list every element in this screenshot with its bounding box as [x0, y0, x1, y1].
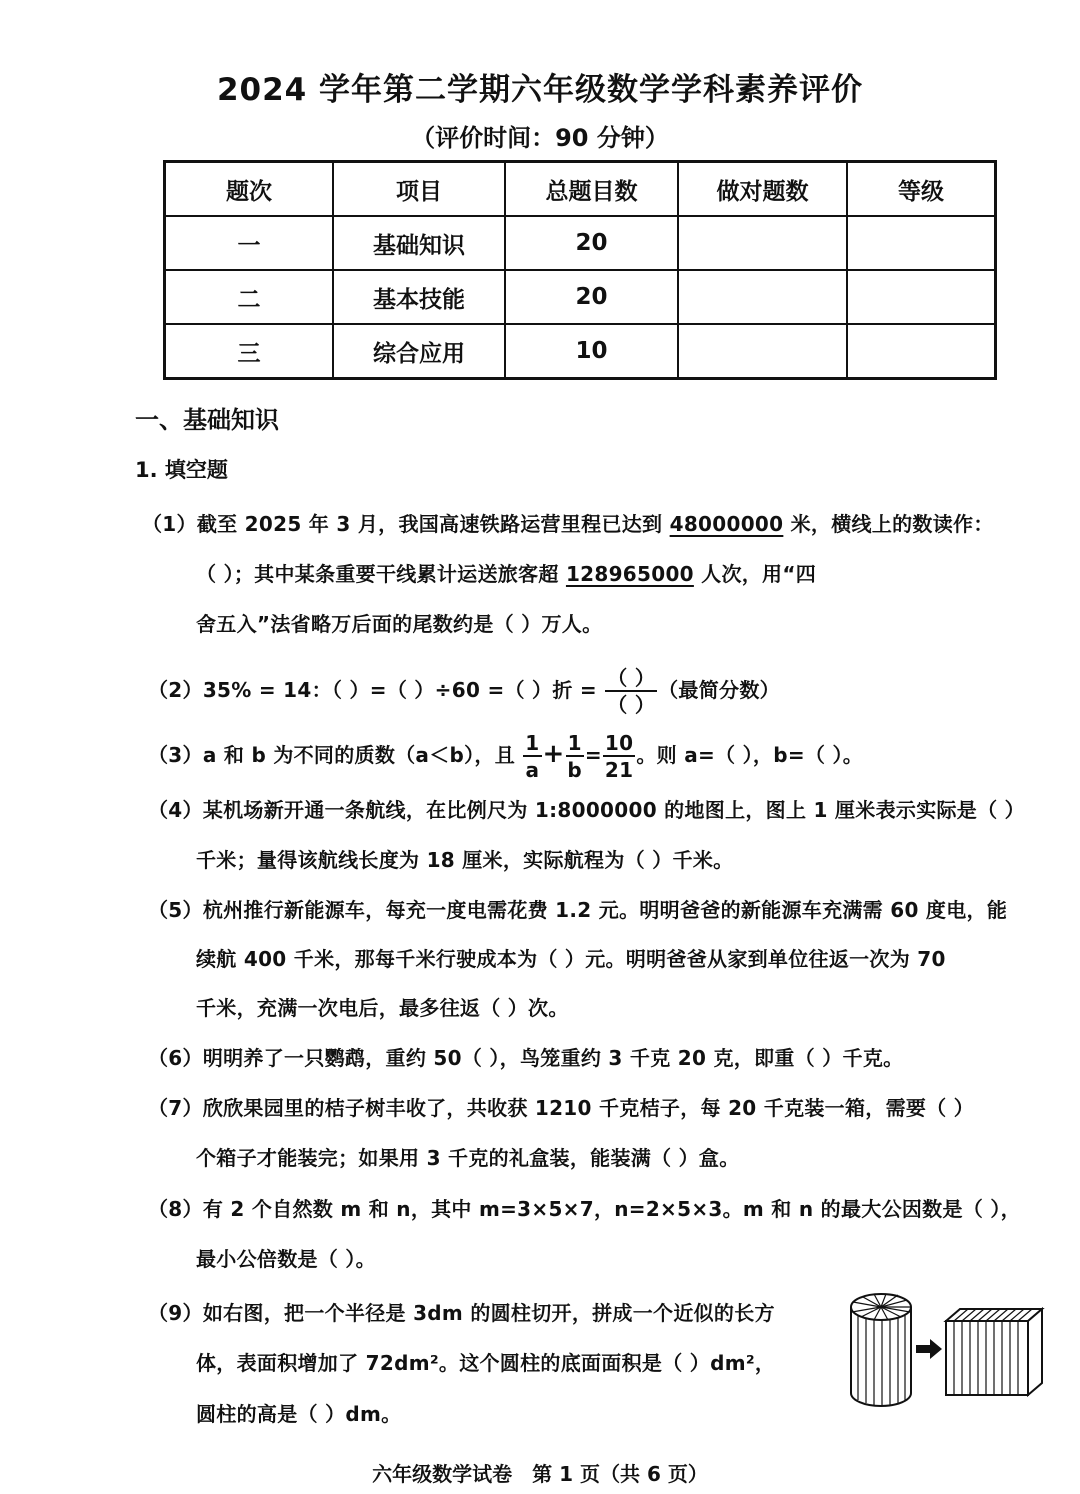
cylinder-icon [851, 1294, 911, 1406]
table-cell-blank[interactable] [678, 216, 847, 270]
question-9-line-3: 圆柱的高是（ ）dm。 [196, 1402, 402, 1426]
question-8-line-2: 最小公倍数是（ ）。 [196, 1247, 376, 1271]
cylinder-to-cuboid-figure [846, 1285, 1046, 1415]
table-row [165, 324, 996, 379]
underlined-number: 128965000 [565, 562, 694, 586]
table-cell: 综合应用 [333, 324, 505, 379]
question-5-line-2: 续航 400 千米，那每千米行驶成本为（ ）元。明明爸爸从家到单位往返一次为 70 [196, 947, 946, 971]
fraction-numerator: 10 [604, 731, 634, 755]
underlined-number: 48000000 [669, 512, 784, 536]
fraction-denominator: a [525, 758, 540, 782]
equals-sign: = [584, 743, 602, 767]
fraction-numerator: 1 [567, 731, 582, 755]
exam-title: 2024 学年第二学期六年级数学学科素养评价 [216, 72, 864, 108]
fraction-denominator: b [567, 758, 583, 782]
header-cell: 题次 [165, 162, 334, 217]
table-cell: 20 [505, 216, 678, 270]
question-7-line-2: 个箱子才能装完；如果用 3 千克的礼盒装，能装满（ ）盒。 [196, 1146, 740, 1170]
question-4-line-2: 千米；量得该航线长度为 18 厘米，实际航程为（ ）千米。 [196, 848, 734, 872]
question-7-line-1: （7）欣欣果园里的桔子树丰收了，共收获 1210 千克桔子，每 20 千克装一箱，需要（ ） [148, 1096, 975, 1120]
question-6: （6）明明养了一只鹦鹉，重约 50（ ），鸟笼重约 3 千克 20 克，即重（ ）千克。 [148, 1046, 904, 1070]
fraction-numerator: 1 [525, 731, 540, 755]
subsection-heading: 1. 填空题 [135, 458, 228, 482]
arrow-right-icon [916, 1339, 942, 1359]
question-5-line-3: 千米，充满一次电后，最多往返（ ）次。 [196, 996, 569, 1020]
table-row [165, 216, 996, 270]
table-cell: 20 [505, 270, 678, 324]
question-4-line-1: （4）某机场新开通一条航线，在比例尺为 1:8000000 的地图上，图上 1 厘米表示实际是（ ） [148, 798, 1025, 822]
question-8-line-1: （8）有 2 个自然数 m 和 n，其中 m=3×5×7，n=2×5×3。m 和 n 的最大公因数是（ ）， [148, 1197, 1021, 1221]
table-cell-blank[interactable] [678, 324, 847, 379]
question-1-line-3: 舍五入”法省略万后面的尾数约是（ ）万人。 [196, 612, 603, 636]
score-table-header [165, 162, 996, 217]
fraction-numerator: （ ） [607, 666, 656, 690]
table-cell: 10 [505, 324, 678, 379]
header-cell: 等级 [847, 162, 996, 217]
table-row [165, 270, 996, 324]
fraction-1-over-a [523, 733, 541, 780]
question-1-line-1 [142, 508, 994, 537]
table-cell-blank[interactable] [847, 324, 996, 379]
page-footer: 六年级数学试卷 第 1 页（共 6 页） [372, 1462, 708, 1486]
table-cell: 三 [165, 324, 334, 379]
exam-subtitle: （评价时间：90 分钟） [411, 124, 669, 152]
question-3 [148, 733, 863, 780]
score-table [163, 160, 997, 380]
table-cell: 基本技能 [333, 270, 505, 324]
header-cell: 总题目数 [505, 162, 678, 217]
question-9-line-1: （9）如右图，把一个半径是 3dm 的圆柱切开，拼成一个近似的长方 [148, 1301, 775, 1325]
table-cell-blank[interactable] [847, 270, 996, 324]
text: 人次，用“四 [693, 562, 817, 586]
table-cell: 二 [165, 270, 334, 324]
text: （2）35% = 14：（ ）=（ ）÷60 =（ ）折 = [148, 678, 605, 702]
text: 。则 a=（ ），b=（ ）。 [636, 743, 864, 767]
table-cell: 基础知识 [333, 216, 505, 270]
header-cell: 做对题数 [678, 162, 847, 217]
fraction-1-over-b [566, 733, 584, 780]
text: 米，横线上的数读作： [783, 512, 994, 536]
question-2 [148, 668, 780, 715]
text: （3）a 和 b 为不同的质数（a＜b），且 [148, 743, 523, 767]
cuboid-icon [946, 1309, 1042, 1395]
question-5-line-1: （5）杭州推行新能源车，每充一度电需花费 1.2 元。明明爸爸的新能源车充满需 60 度电，能 [148, 898, 1008, 922]
header-cell: 项目 [333, 162, 505, 217]
question-9-line-2: 体，表面积增加了 72dm²。这个圆柱的底面面积是（ ）dm²， [196, 1351, 776, 1375]
fraction-denominator: 21 [604, 758, 634, 782]
text: （1）截至 2025 年 3 月，我国高速铁路运营里程已达到 [142, 512, 670, 536]
text: （ ）；其中某条重要干线累计运送旅客超 [196, 562, 566, 586]
table-cell: 一 [165, 216, 334, 270]
blank-fraction [605, 668, 657, 715]
plus-sign: + [542, 739, 565, 769]
fraction-denominator: （ ） [607, 693, 656, 717]
table-cell-blank[interactable] [678, 270, 847, 324]
table-cell-blank[interactable] [847, 216, 996, 270]
section-heading: 一、基础知识 [135, 406, 279, 434]
text: （最简分数） [658, 678, 780, 702]
question-1-line-2 [196, 558, 816, 587]
fraction-10-over-21 [603, 733, 635, 780]
